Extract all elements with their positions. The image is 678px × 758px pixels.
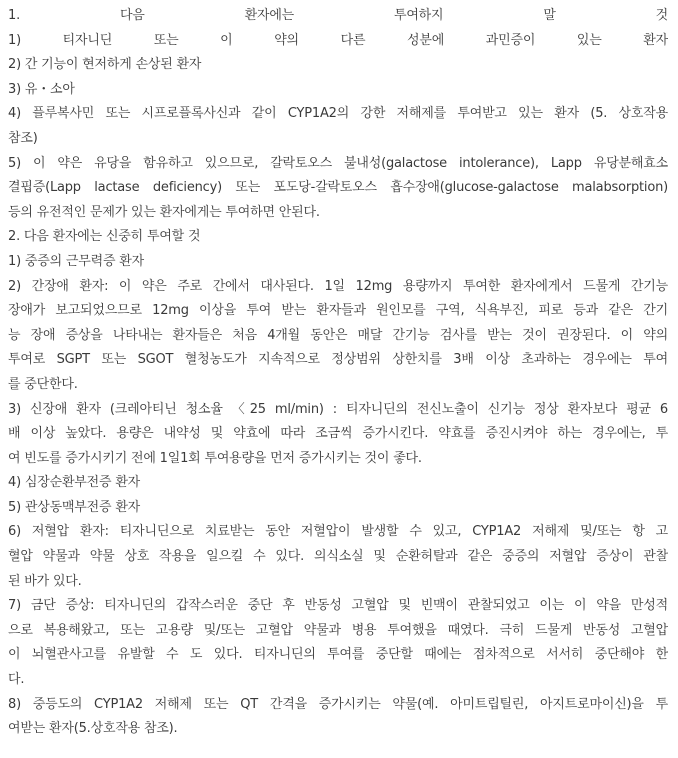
section-heading: 1. 다음 환자에는 투여하지 말 것 <box>8 8 668 23</box>
text-line: 여 빈도를 증가시키기 전에 1일1회 투여용량을 먼저 증가시키는 것이 좋다. <box>8 450 422 466</box>
text-line: 참조) <box>8 130 38 146</box>
text-line: 혈압 약물과 약물 상호 작용을 일으킬 수 있다. 의식소실 및 순환허탈과 같은 중증의 저혈압 증상이 관찰 <box>8 549 668 565</box>
text-line: 를 중단한다. <box>8 376 78 392</box>
text-line: 1) 중증의 근무력증 환자 <box>8 253 144 269</box>
text-line: 5) 관상동맥부전증 환자 <box>8 499 141 515</box>
text-line: 2) 간장애 환자: 이 약은 주로 간에서 대사된다. 1일 12mg 용량까지 투여한 환자에게서 드물게 간기능 <box>8 278 668 294</box>
text-line: 2) 간 기능이 현저하게 손상된 환자 <box>8 57 202 73</box>
text-line: 등의 유전적인 문제가 있는 환자에게는 투여하면 안된다. <box>8 204 320 220</box>
text-line: 8) 중등도의 CYP1A2 저해제 또는 QT 간격을 증가시키는 약물(예. 아미트립틸린, 아지트로마이신)을 투 <box>8 696 668 712</box>
text-line: 다. <box>8 672 25 688</box>
text-line: 으로 복용해왔고, 또는 고용량 및/또는 고혈압 약물과 병용 투여했을 때였다. 극히 드물게 반동성 고혈압 <box>8 622 668 638</box>
text-line: 6) 저혈압 환자: 티자니딘으로 치료받는 동안 저혈압이 발생할 수 있고, CYP1A2 저해제 및/또는 항 고 <box>8 524 668 540</box>
text-line: 4) 심장순환부전증 환자 <box>8 475 141 491</box>
text-line: 5) 이 약은 유당을 함유하고 있으므로, 갈락토오스 불내성(galactose intolerance), Lapp 유당분해효소 <box>8 155 668 171</box>
text-line: 능 장애 증상을 나타내는 환자들은 처음 4개월 동안은 매달 간기능 검사를 받는 것이 권장된다. 이 약의 <box>8 327 668 343</box>
section-heading: 2. 다음 환자에는 신중히 투여할 것 <box>8 229 201 245</box>
text-line: 7) 금단 증상: 티자니딘의 갑작스러운 중단 후 반동성 고혈압 및 빈맥이 관찰되었고 이는 이 약을 만성적 <box>8 598 668 614</box>
text-line: 장애가 보고되었으므로 12mg 이상을 투여 받는 환자들과 원인모를 구역, 식욕부진, 피로 등과 같은 간기 <box>8 303 668 319</box>
text-line: 투여로 SGPT 또는 SGOT 혈청농도가 지속적으로 정상범위 상한치를 3배 이상 초과하는 경우에는 투여 <box>8 352 668 368</box>
text-line: 1) 티자니딘 또는 이 약의 다른 성분에 과민증이 있는 환자 <box>8 32 668 48</box>
text-line: 결핍증(Lapp lactase deficiency) 또는 포도당-갈락토오스 흡수장애(glucose-galactose malabsorption) <box>8 180 668 196</box>
text-line: 3) 신장애 환자 (크레아티닌 청소율 〈25 ml/min) : 티자니딘의 전신노출이 신기능 정상 환자보다 평균 6 <box>8 401 668 417</box>
document-body <box>8 4 668 742</box>
text-line: 이 뇌혈관사고를 유발할 수 도 있다. 티자니딘의 투여를 중단할 때에는 점차적으로 서서히 중단해야 한 <box>8 647 668 663</box>
text-line: 여받는 환자(5.상호작용 참조). <box>8 721 178 737</box>
text-line: 4) 플루복사민 또는 시프로플록사신과 같이 CYP1A2의 강한 저해제를 투여받고 있는 환자 (5. 상호작용 <box>8 106 668 122</box>
text-line: 3) 유・소아 <box>8 81 75 97</box>
text-line: 배 이상 높았다. 용량은 내약성 및 약효에 따라 조금씩 증가시킨다. 약효를 증진시켜야 하는 경우에는, 투 <box>8 426 668 442</box>
text-line: 된 바가 있다. <box>8 573 82 589</box>
